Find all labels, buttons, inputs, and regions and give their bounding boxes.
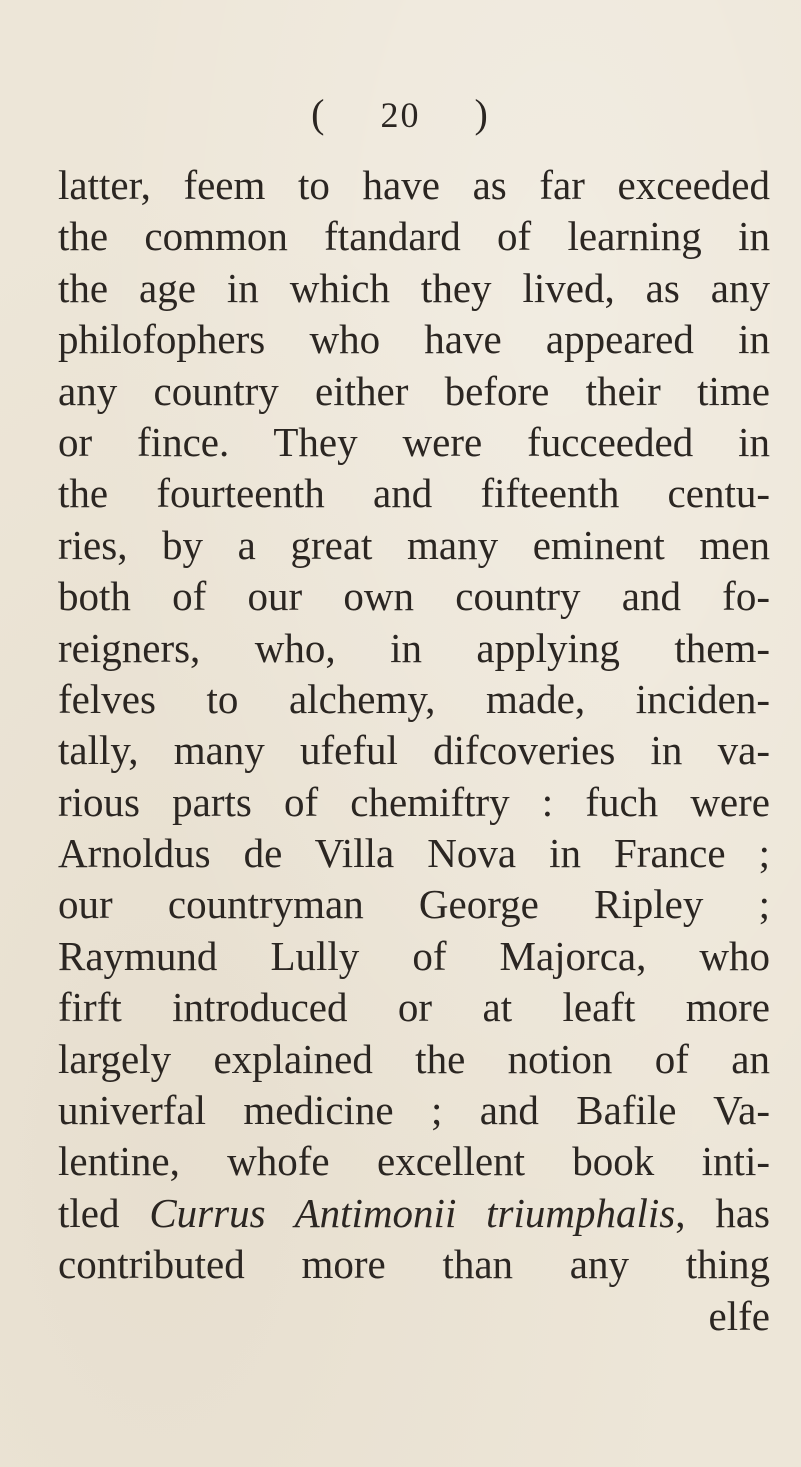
- text-line: tally, many ufeful difcoveries in va-: [58, 727, 770, 774]
- text-line: the age in which they lived, as any: [58, 264, 770, 311]
- text-line: felves to alchemy, made, inciden-: [58, 675, 770, 722]
- text-line: largely explained the notion of an: [58, 1035, 770, 1082]
- text-line: latter, feem to have as far exceeded: [58, 162, 770, 208]
- text-line: Arnoldus de Villa Nova in France ;: [58, 830, 770, 877]
- text-line: the fourteenth and fifteenth centu-: [58, 470, 770, 517]
- catchword: elfe: [708, 1292, 770, 1339]
- close-paren: ): [474, 91, 490, 136]
- text-line: lentine, whofe excellent book inti-: [58, 1138, 770, 1185]
- page-header: [0, 90, 801, 137]
- text-line: any country either before their time: [58, 367, 770, 414]
- text-line: philofophers who have appeared in: [58, 316, 770, 363]
- book-title: Currus Antimonii triumphalis: [149, 1189, 676, 1236]
- text-line: univerfal medicine ; and Bafile Va-: [58, 1087, 770, 1134]
- text-line: contributed more than any thing: [58, 1241, 770, 1288]
- text-line: Raymund Lully of Majorca, who: [58, 932, 770, 979]
- line-prefix: tled: [58, 1189, 150, 1236]
- text-line: firft introduced or at leaft more: [58, 984, 770, 1031]
- line-suffix: , has: [675, 1189, 771, 1236]
- text-line: reigners, who, in applying them-: [58, 624, 770, 671]
- text-line: the common ftandard of learning in: [58, 213, 770, 260]
- text-line: our countryman George Ripley ;: [58, 881, 770, 928]
- page-number: 20: [380, 95, 421, 135]
- body-text: [58, 160, 770, 1342]
- text-line: ries, by a great many eminent men: [58, 521, 770, 568]
- open-paren: (: [311, 91, 327, 136]
- text-line: or fince. They were fucceeded in: [58, 418, 770, 465]
- text-line: both of our own country and fo-: [58, 573, 770, 620]
- text-line-with-title: [58, 1188, 770, 1239]
- text-line: rious parts of chemiftry : fuch were: [58, 778, 770, 825]
